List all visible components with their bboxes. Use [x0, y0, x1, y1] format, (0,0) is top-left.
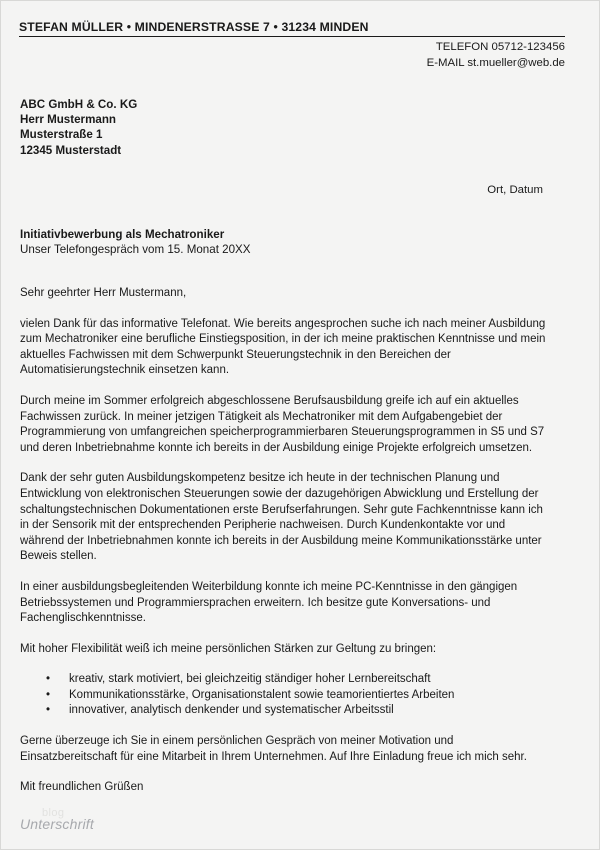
- date-line: Ort, Datum: [487, 184, 543, 196]
- sender-phone: TELEFON 05712-123456: [435, 41, 565, 53]
- bullet-icon: •: [46, 704, 51, 717]
- list-item-label: Kommunikationsstärke, Organisationstalent sowie teamorientiertes Arbeiten: [69, 688, 455, 701]
- signature-zone: [20, 807, 240, 839]
- body-paragraph-5: Gerne überzeuge ich Sie in einem persönlichen Gespräch von meiner Motivation und Einsatzbereitschaft für eine Mitarbeit in Ihrem Unternehmen. Auf Ihre Einladung freue ich mich sehr.: [20, 735, 527, 763]
- subject-main-line: Initiativbewerbung als Mechatroniker: [20, 228, 225, 241]
- recipient-city: 12345 Musterstadt: [20, 143, 122, 157]
- recipient-address-block: [20, 97, 137, 158]
- strengths-intro: Mit hoher Flexibilität weiß ich meine persönlichen Stärken zur Geltung zu bringen:: [20, 642, 437, 655]
- body-paragraph-3: Dank der sehr guten Ausbildungskompetenz besitze ich heute in der technischen Planung und Entwicklung von elektronischen Steuerungen sowie der dazugehörigen Abwicklung und Erstellung der schaltungstechnischen Dokumentationen erste Berufserfahrungen. Sehr gute Fachkenntnisse kann ich in der Sensorik mit der entsprechenden Peripherie nachweisen. Durch Kundenkontakte vor und während der Inbetriebnahmen konnte ich bereits in der Ausbildung meine Kommunikationsstärke unter Beweis stellen.: [20, 472, 543, 563]
- letterhead: [19, 19, 565, 71]
- list-item: [20, 688, 546, 704]
- list-item-label: kreativ, stark motiviert, bei gleichzeitig ständiger hoher Lernbereitschaft: [69, 673, 431, 686]
- body-paragraph-1: vielen Dank für das informative Telefonat. Wie bereits angesprochen suche ich nach meiner Ausbildung zum Mechatroniker eine berufliche Einstiegsposition, in der ich meine praktischen Kenntnisse und mein aktuelles Fachwissen mit dem Schwerpunkt Steuerungstechnik in den Bereichen der Automatisierungstechnik einsetzen kann.: [20, 317, 546, 377]
- subject-reference-line: Unser Telefongespräch vom 15. Monat 20XX: [20, 243, 251, 257]
- body-paragraph-2: Durch meine im Sommer erfolgreich abgeschlossene Berufsausbildung greife ich auf ein aktuelles Fachwissen zurück. In meiner jetzigen Tätigkeit als Mechatroniker mit dem Aufgabengebiet der Programmierung von umfangreichen speicherprogrammierbaren Steuerungsprogrammen in S5 und S7 und deren Inbetriebnahme konnte ich bereits in der Ausbildung einige Projekte erfolgreich umsetzen.: [20, 394, 545, 454]
- sender-email: E-MAIL st.mueller@web.de: [426, 56, 565, 69]
- closing-line: Mit freundlichen Grüßen: [20, 781, 144, 794]
- blog-watermark: blog: [42, 807, 65, 819]
- body-paragraph-4: In einer ausbildungsbegleitenden Weiterbildung konnte ich meine PC-Kenntnisse in den gängigen Betriebssystemen und Programmiersprachen erweitern. Ich besitze gute Konversations- und Fachenglischkenntnisse.: [20, 580, 518, 625]
- sender-line: STEFAN MÜLLER • MINDENERSTRASSE 7 • 31234 MINDEN: [19, 20, 369, 34]
- bullet-icon: •: [46, 673, 51, 686]
- list-item: [20, 703, 546, 719]
- bullet-icon: •: [46, 688, 51, 701]
- contact-block: [19, 40, 565, 71]
- strengths-list: [20, 672, 546, 719]
- subject-block: [20, 227, 251, 258]
- list-item: [20, 672, 546, 688]
- recipient-person: Herr Mustermann: [20, 113, 116, 127]
- recipient-company: ABC GmbH & Co. KG: [20, 98, 138, 111]
- letterhead-divider: [19, 36, 565, 37]
- recipient-street: Musterstraße 1: [20, 128, 103, 142]
- letter-body: [20, 286, 546, 796]
- list-item-label: innovativer, analytisch denkender und systematischer Arbeitsstil: [69, 704, 394, 717]
- signature-placeholder: Unterschrift: [20, 816, 94, 832]
- salutation: Sehr geehrter Herr Mustermann,: [20, 287, 187, 299]
